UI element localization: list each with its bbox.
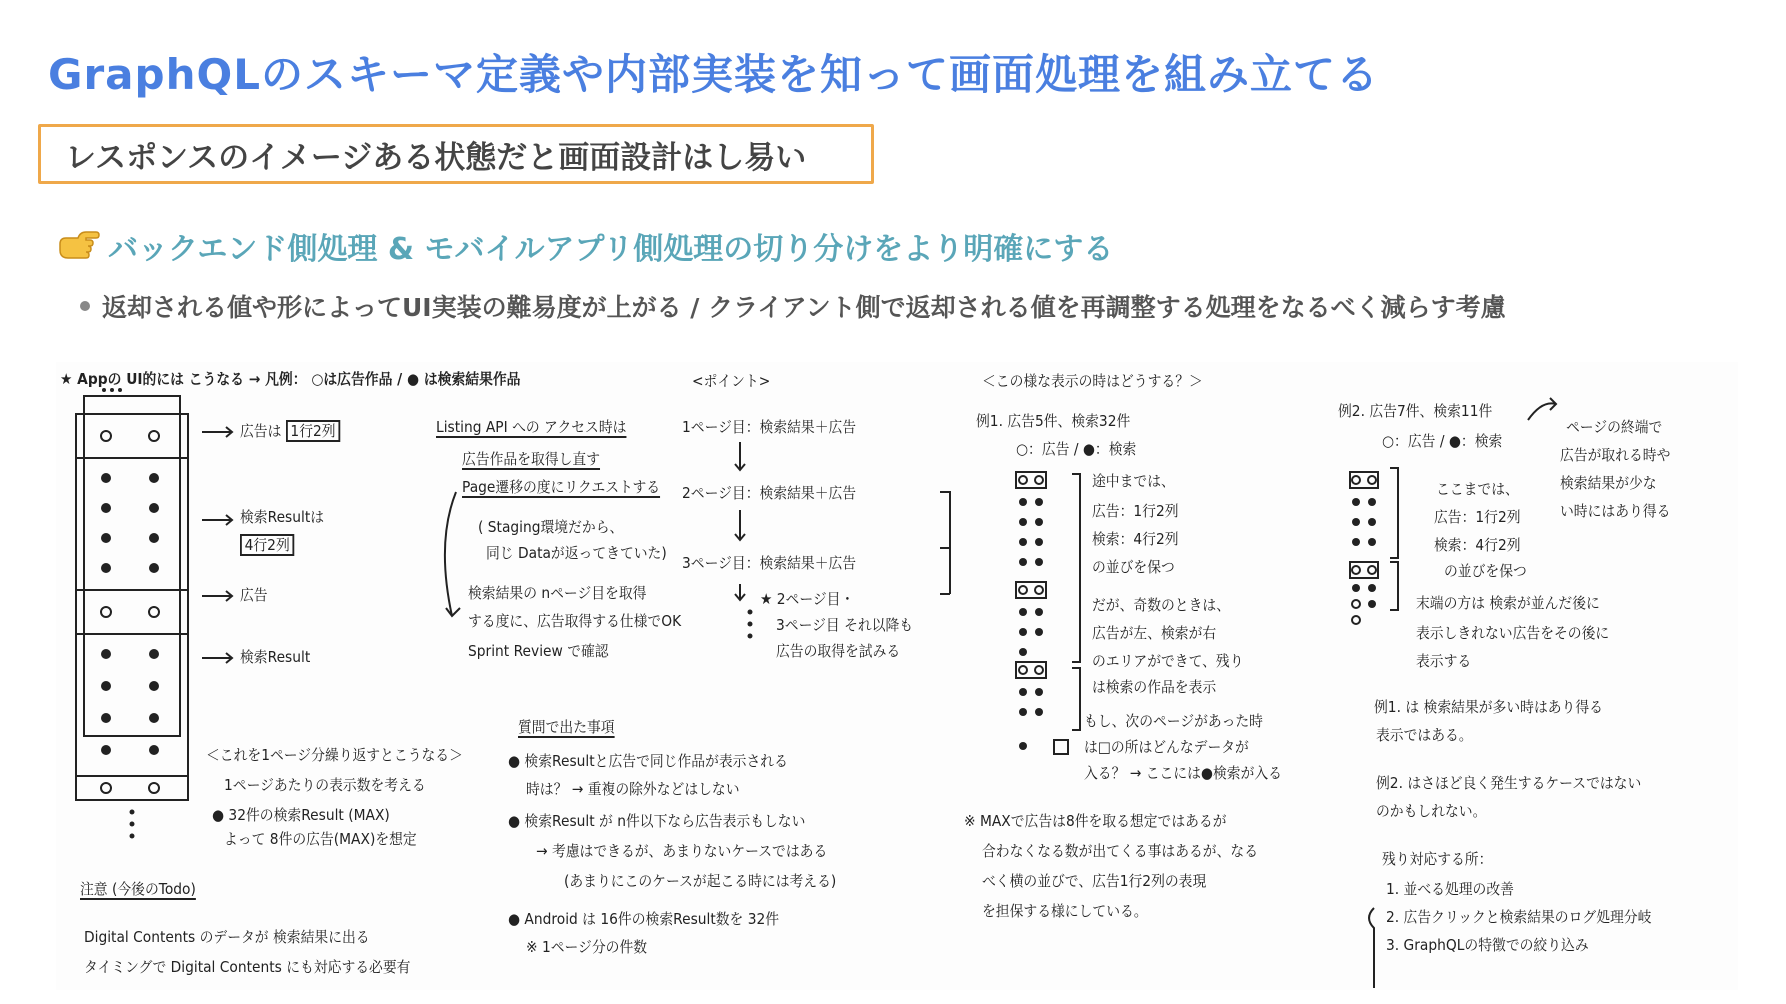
sketch-staging-1: ( Staging環境だから、 <box>478 518 624 536</box>
sketch-ex2-2: ○：広告 / ●：検索 <box>1382 432 1503 450</box>
sketch-mtg-heading: 質問で出た事項 <box>518 718 615 736</box>
sketch-c2-1: だが、奇数のときは、 <box>1092 596 1231 614</box>
sketch-mtg-3: ● 検索Result が n件以下なら広告表示もしない <box>508 812 806 830</box>
sketch-r2-1: 例2. はさほど良く発生するケースではない <box>1376 774 1642 792</box>
sketch-c4-5: 末端の方は 検索が並んだ後に <box>1416 594 1600 612</box>
sketch-side-2: 広告が取れる時や <box>1560 446 1671 464</box>
sketch-mtg-2: 時は？ → 重複の除外などはしない <box>526 780 740 798</box>
sketch-mtg-7: ※ 1ページ分の件数 <box>526 938 648 956</box>
callout-box: レスポンスのイメージある状態だと画面設計はし易い <box>38 124 874 184</box>
sketch-mtg-4: → 考慮はできるが、あまりないケースではある <box>536 842 828 860</box>
sketch-c2-4: は検索の作品を表示 <box>1092 678 1217 696</box>
sketch-mtg-1: ● 検索Resultと広告で同じ作品が表示される <box>508 752 788 770</box>
sketch-result-3: Sprint Review で確認 <box>468 642 609 660</box>
sketch-side-1: ページの終端で <box>1566 418 1663 436</box>
sketch-r2-2: のかもしれない。 <box>1376 802 1487 820</box>
sketch-page1: 1ページ目：検索結果＋広告 <box>682 418 857 436</box>
bullet-item <box>80 288 1506 324</box>
bullet-text: 返却される値や形によってUI実装の難易度が上がる / クライアント側で返却される値を再調整する処理をなるべく減らす考慮 <box>102 293 1506 322</box>
handwritten-sketch <box>56 362 1738 990</box>
sketch-c2-3: のエリアができて、残り <box>1092 652 1244 670</box>
sketch-c1-4: の並びを保つ <box>1092 558 1175 576</box>
sketch-todo-heading: 残り対応する所： <box>1382 850 1493 868</box>
pointing-hand-icon <box>56 226 100 266</box>
sketch-page2: 2ページ目：検索結果＋広告 <box>682 484 857 502</box>
sketch-listing-3: Page遷移の度にリクエストする <box>462 478 661 496</box>
sketch-foot-4: を担保する様にしている。 <box>982 902 1148 920</box>
sketch-r1-2: 表示ではある。 <box>1376 726 1473 744</box>
sketch-staging-2: 同じ Dataが返ってきていた) <box>486 544 667 562</box>
sketch-listing-1: Listing API への アクセス時は <box>436 418 627 436</box>
bullet-dot <box>80 301 90 311</box>
sketch-c1-3: 検索：4行2列 <box>1092 530 1179 548</box>
sketch-label-search2: 検索Result <box>240 648 311 666</box>
sketch-result-2: する度に、広告取得する仕様でOK <box>468 612 682 630</box>
sketch-c4-7: 表示する <box>1416 652 1472 670</box>
sketch-label-search: 検索Resultは <box>240 508 325 526</box>
sketch-ex1-1: 例1. 広告5件、検索32件 <box>976 412 1131 430</box>
sketch-c4-6: 表示しきれない広告をその後に <box>1416 624 1610 642</box>
sketch-c3-3: 入る？ → ここには●検索が入る <box>1084 764 1282 782</box>
sketch-c4-4: の並びを保つ <box>1444 562 1527 580</box>
sketch-repeat-1: 1ページあたりの表示数を考える <box>224 776 426 794</box>
sketch-repeat-2: ● 32件の検索Result (MAX) <box>212 806 390 824</box>
sketch-label-ad: 広告は 1行2列 <box>240 422 340 441</box>
sketch-label-ad2: 広告 <box>240 586 268 604</box>
sketch-foot-1: ※ MAXで広告は8件を取る想定ではあるが <box>964 812 1227 830</box>
sketch-ex1-2: ○：広告 / ●：検索 <box>1016 440 1137 458</box>
sketch-side-4: い時にはあり得る <box>1560 502 1671 520</box>
key-point <box>56 224 1113 268</box>
page-title: GraphQLのスキーマ定義や内部実装を知って画面処理を組み立てる <box>48 50 1379 99</box>
sketch-star-2: 3ページ目 それ以降も <box>776 616 914 634</box>
sketch-c2-2: 広告が左、検索が右 <box>1092 624 1217 642</box>
sketch-star-3: 広告の取得を試みる <box>776 642 901 660</box>
sketch-col3-heading: ＜この様な表示の時はどうする？＞ <box>982 372 1203 390</box>
sketch-c1-2: 広告：1行2列 <box>1092 502 1179 520</box>
sketch-todo-2: 2. 広告クリックと検索結果のログ処理分岐 <box>1386 908 1652 926</box>
sketch-note-2: タイミングで Digital Contents にも対応する必要有 <box>84 958 411 976</box>
sketch-star-1: ★ 2ページ目・ <box>760 590 855 608</box>
sketch-ex2-1: 例2. 広告7件、検索11件 <box>1338 402 1493 420</box>
sketch-todo-3: 3. GraphQLの特徴での絞り込み <box>1386 936 1589 954</box>
sketch-point-heading: <ポイント> <box>692 372 771 390</box>
sketch-side-3: 検索結果が少な <box>1560 474 1657 492</box>
sketch-c4-1: ここまでは、 <box>1436 480 1519 498</box>
sketch-mtg-6: ● Android は 16件の検索Result数を 32件 <box>508 910 780 928</box>
sketch-note-heading: 注意 (今後のTodo) <box>80 880 196 898</box>
key-point-text: バックエンド側処理 & モバイルアプリ側処理の切り分けをより明確にする <box>108 232 1114 267</box>
sketch-repeat-3: よって 8件の広告(MAX)を想定 <box>224 830 417 848</box>
sketch-mtg-5: (あまりにこのケースが起こる時には考える) <box>564 872 837 890</box>
sketch-c4-3: 検索：4行2列 <box>1434 536 1521 554</box>
sketch-todo-1: 1. 並べる処理の改善 <box>1386 880 1514 898</box>
sketch-foot-2: 合わなくなる数が出てくる事はあるが、なる <box>982 842 1259 860</box>
sketch-c3-2: は□の所はどんなデータが <box>1084 738 1249 756</box>
sketch-result-1: 検索結果の nページ目を取得 <box>468 584 647 602</box>
sketch-note-1: Digital Contents のデータが 検索結果に出る <box>84 928 370 946</box>
sketch-c3-1: もし、次のページがあった時 <box>1084 712 1263 730</box>
sketch-label-search-box: 4行2列 <box>240 536 294 555</box>
sketch-foot-3: べく横の並びで、広告1行2列の表現 <box>982 872 1207 890</box>
sketch-repeat-heading: ＜これを1ページ分繰り返すとこうなる＞ <box>206 746 463 764</box>
sketch-col1-heading: ★ Appの UI的には こうなる → 凡例： ○は広告作品 / ● は検索結果作品 <box>60 370 521 388</box>
sketch-listing-2: 広告作品を取得し直す <box>462 450 601 468</box>
sketch-c1-1: 途中までは、 <box>1092 472 1175 490</box>
sketch-page3: 3ページ目：検索結果＋広告 <box>682 554 857 572</box>
sketch-r1-1: 例1. は 検索結果が多い時はあり得る <box>1374 698 1603 716</box>
sketch-c4-2: 広告：1行2列 <box>1434 508 1521 526</box>
